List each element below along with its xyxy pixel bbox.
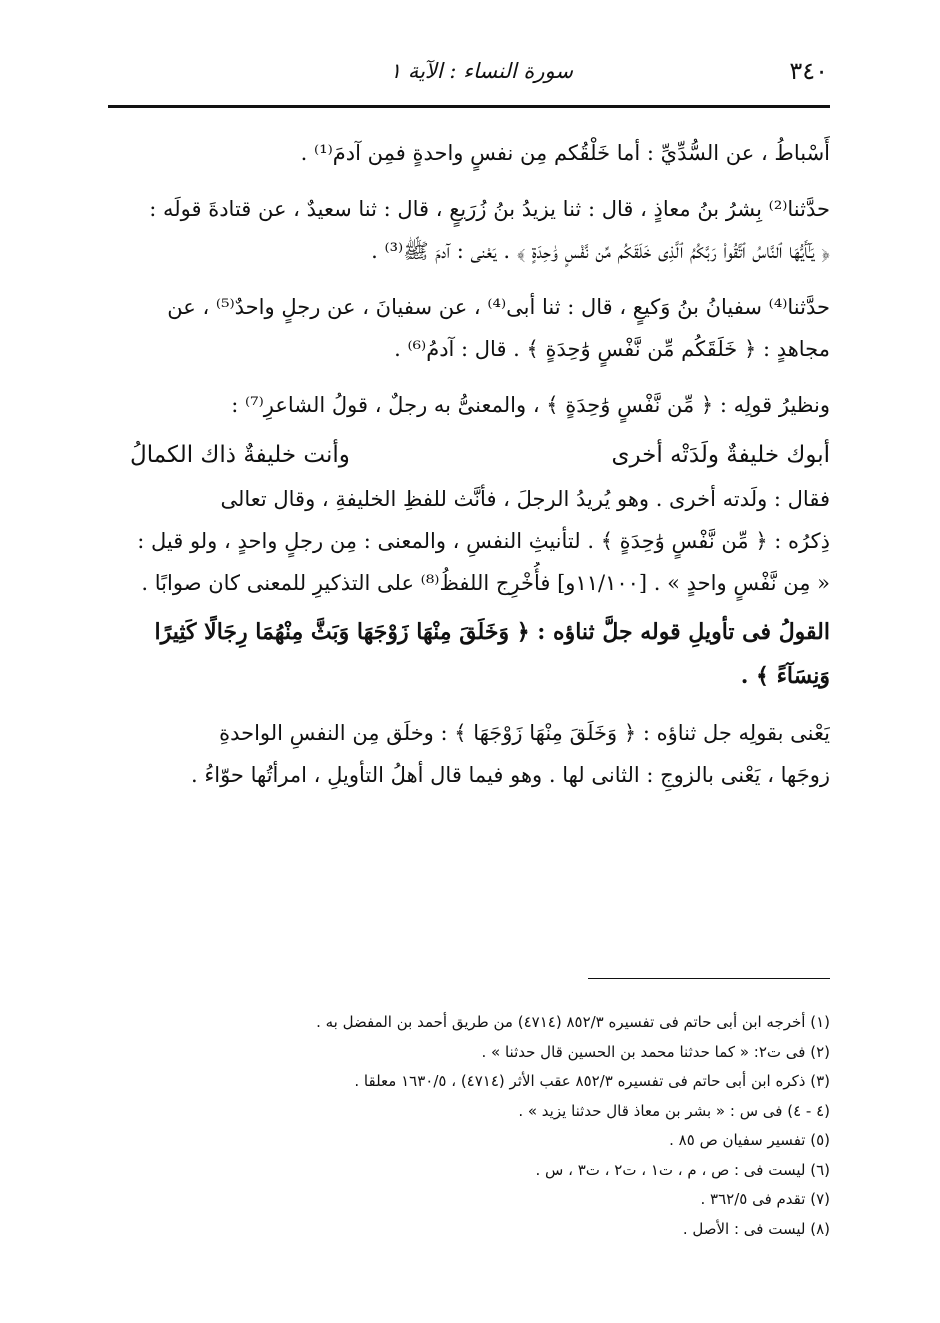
poetry-verse — [110, 432, 830, 478]
footnote: (٥) تفسير سفيان ص ٨٥ . — [669, 1131, 830, 1149]
text-line: ﴿ يَـٰٓأَيُّهَا ٱلنَّاسُ ٱتَّقُوا۟ رَبَّكُمُ ٱلَّذِى خَلَقَكُم مِّن نَّفْسٍ وَٰحِدَةٍ ﴾ . يَعْنى : آدمَ ﷺ⁽³⁾ . — [371, 239, 830, 263]
section-heading: القولُ فى تأويلِ قوله جلَّ ثناؤه : ﴿ وَخَلَقَ مِنْهَا زَوْجَهَا وَبَثَّ مِنْهُمَا رِجَالًا كَثِيرًا — [154, 619, 830, 645]
text-line: مجاهدٍ : ﴿ خَلَقَكُم مِّن نَّفْسٍ وَٰحِدَةٍ ﴾ . قال : آدمُ⁽⁶⁾ . — [394, 337, 830, 361]
paragraph-gap — [110, 174, 830, 188]
header-rule — [108, 105, 830, 108]
footnotes — [110, 1008, 830, 1244]
footnote: (٤ - ٤) فى س : « بشر بن معاذ قال حدثنا يزيد » . — [518, 1101, 830, 1120]
text-line: فقال : ولَدته أخرى . وهو يُريدُ الرجلَ ، فأنَّث للفظِ الخليفةِ ، وقال تعالى — [220, 487, 830, 511]
text-line: حدَّثنا⁽⁴⁾ سفيانُ بنُ وَكيعٍ ، قال : ثنا أبى⁽⁴⁾ ، عن سفيانَ ، عن رجلٍ واحدٌ⁽⁵⁾ ، عن — [167, 295, 830, 319]
paragraph-gap — [110, 698, 830, 712]
footnote-separator — [588, 978, 830, 979]
text-line: « مِن نَّفْسٍ واحدٍ » . [١١/١٠٠و] فأُخْرِج اللفظُ⁽⁸⁾ على التذكيرِ للمعنى كان صوابًا . — [141, 571, 830, 595]
footnote: (١) أخرجه ابن أبى حاتم فى تفسيره ٨٥٢/٣ (٤٧١٤) من طريق أحمد بن المفضل به . — [316, 1013, 830, 1031]
section-heading-continued: وَنِسَآءً ﴾ . — [740, 663, 830, 689]
paragraph-gap — [110, 370, 830, 384]
text-line: ذِكرُه : ﴿ مِّن نَّفْسٍ وَٰحِدَةٍ ﴾ . لتأنيثِ النفسِ ، والمعنى : مِن رجلٍ واحدٍ ، ولو قيل : — [137, 529, 830, 553]
main-text — [110, 132, 830, 796]
text-line: ونظيرُ قولِه : ﴿ مِّن نَّفْسٍ وَٰحِدَةٍ ﴾ ، والمعنىُّ به رجلٌ ، قولُ الشاعرِ⁽⁷⁾ : — [231, 393, 830, 417]
running-title: سورة النساء : الآية ١ — [389, 59, 573, 83]
text-line: يَعْنى بقولِه جل ثناؤه : ﴿ وَخَلَقَ مِنْهَا زَوْجَهَا ﴾ : وخلَق مِن النفسِ الواحدةِ — [219, 721, 830, 745]
page-header — [110, 55, 828, 95]
footnote: (٨) ليست فى : الأصل . — [682, 1219, 830, 1238]
footnote: (٢) فى ت٢: « كما حدثنا محمد بن الحسين قال حدثنا » . — [481, 1042, 830, 1061]
paragraph-gap — [110, 272, 830, 286]
text-line: حدَّثنا⁽²⁾ بِشرُ بنُ معاذٍ ، قال : ثنا يزيدُ بنُ زُرَيعٍ ، قال : ثنا سعيدٌ ، عن قتادةَ قولَه : — [149, 197, 830, 221]
verse-first-hemistich: أبوك خليفةٌ ولَدَتْه أخرى — [611, 442, 830, 468]
verse-second-hemistich: وأنت خليفةٌ ذاك الكمالُ — [130, 442, 350, 468]
page-number: ٣٤٠ — [789, 57, 828, 85]
footnote: (٣) ذكره ابن أبى حاتم فى تفسيره ٨٥٢/٣ عقب الأثر (٤٧١٤) ، ١٦٣٠/٥ معلقا . — [354, 1072, 830, 1090]
footnote: (٧) تقدم فى ٣٦٢/٥ . — [700, 1190, 830, 1208]
text-line: أَسْباطُ ، عن السُّدِّيِّ : أما خَلْقُكم مِن نفسٍ واحدةٍ فمِن آدمَ⁽¹⁾ . — [300, 141, 830, 165]
text-line: زوجَها ، يَعْنى بالزوجِ : الثانى لها . وهو فيما قال أهلُ التأويلِ ، امرأتُها حوّاءُ . — [191, 763, 830, 787]
footnote: (٦) ليست فى : ص ، م ، ت١ ، ت٢ ، ت٣ ، س . — [535, 1160, 830, 1179]
